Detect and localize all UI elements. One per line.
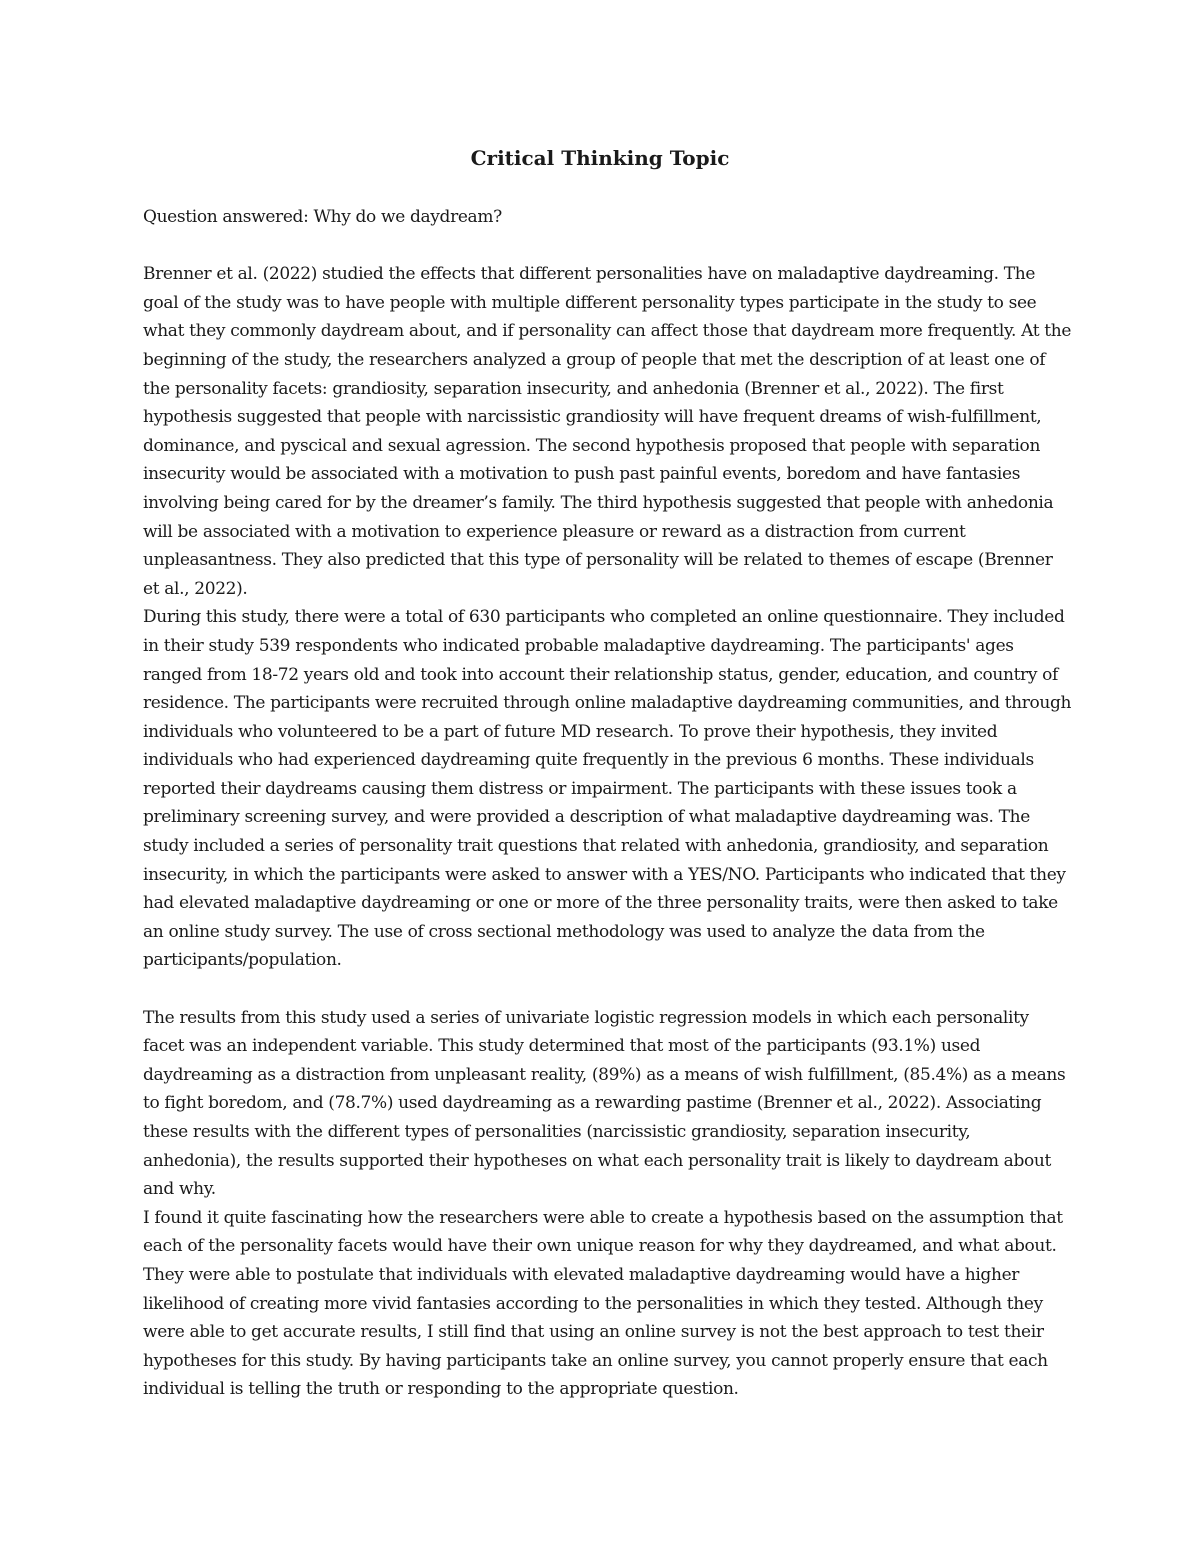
blank-line	[143, 232, 1073, 261]
paragraph-results: The results from this study used a series of univariate logistic regression models in which each personality facet was an independent variable. This study determined that most of the participants (93.1%) used daydreaming as a distraction from unpleasant reality, (89%) as a means of wish fulfillment, (85.4%) as a means to fight boredom, and (78.7%) used daydreaming as a rewarding pastime (Brenner et al., 2022). Associating these results with the different types of personalities (narcissistic grandiosity, separation insecurity, anhedonia), the results supported their hypotheses on what each personality trait is likely to daydream about and why.	[143, 1007, 1066, 1200]
paragraph-method: During this study, there were a total of 630 participants who completed an online questionnaire. They included in their study 539 respondents who indicated probable maladaptive daydreaming. The participants' ages ranged from 18-72 years old and took into account their relationship status, gender, education, and country of residence. The participants were recruited through online maladaptive daydreaming communities, and through individuals who volunteered to be a part of future MD research. To prove their hypothesis, they invited individuals who had experienced daydreaming quite frequently in the previous 6 months. These individuals reported their daydreams causing them distress or impairment. The participants with these issues took a preliminary screening survey, and were provided a description of what maladaptive daydreaming was. The study included a series of personality trait questions that related with anhedonia, grandiosity, and separation insecurity, in which the participants were asked to answer with a YES/NO. Participants who indicated that they had elevated maladaptive daydreaming or one or more of the three personality traits, were then asked to take an online study survey. The use of cross sectional methodology was used to analyze the data from the participants/population.	[143, 607, 1072, 971]
question-line: Question answered: Why do we daydream?	[143, 207, 502, 227]
paragraph-intro: Brenner et al. (2022) studied the effects that different personalities have on maladaptive daydreaming. The goal of the study was to have people with multiple different personality types participate in the study to see what they commonly daydream about, and if personality can affect those that daydream more frequently. At the beginning of the study, the researchers analyzed a group of people that met the description of at least one of the personality facets: grandiosity, separation insecurity, and anhedonia (Brenner et al., 2022). The first hypothesis suggested that people with narcissistic grandiosity will have frequent dreams of wish-fulfillment, dominance, and pyscical and sexual agression. The second hypothesis proposed that people with separation insecurity would be associated with a motivation to push past painful events, boredom and have fantasies involving being cared for by the dreamer’s family. The third hypothesis suggested that people with anhedonia will be associated with a motivation to experience pleasure or reward as a distraction from current unpleasantness. They also predicted that this type of personality will be related to themes of escape (Brenner et al., 2022).	[143, 264, 1072, 599]
paragraph-reflection: I found it quite fascinating how the researchers were able to create a hypothesis based on the assumption that each of the personality facets would have their own unique reason for why they daydreamed, and what about. They were able to postulate that individuals with elevated maladaptive daydreaming would have a higher likelihood of creating more vivid fantasies according to the personalities in which they tested. Although they were able to get accurate results, I still find that using an online survey is not the best approach to test their hypotheses for this study. By having participants take an online survey, you cannot properly ensure that each individual is telling the truth or responding to the appropriate question.	[143, 1207, 1063, 1400]
blank-line	[143, 975, 1073, 1004]
document-title: Critical Thinking Topic	[470, 146, 730, 170]
document-body	[143, 203, 1073, 1404]
